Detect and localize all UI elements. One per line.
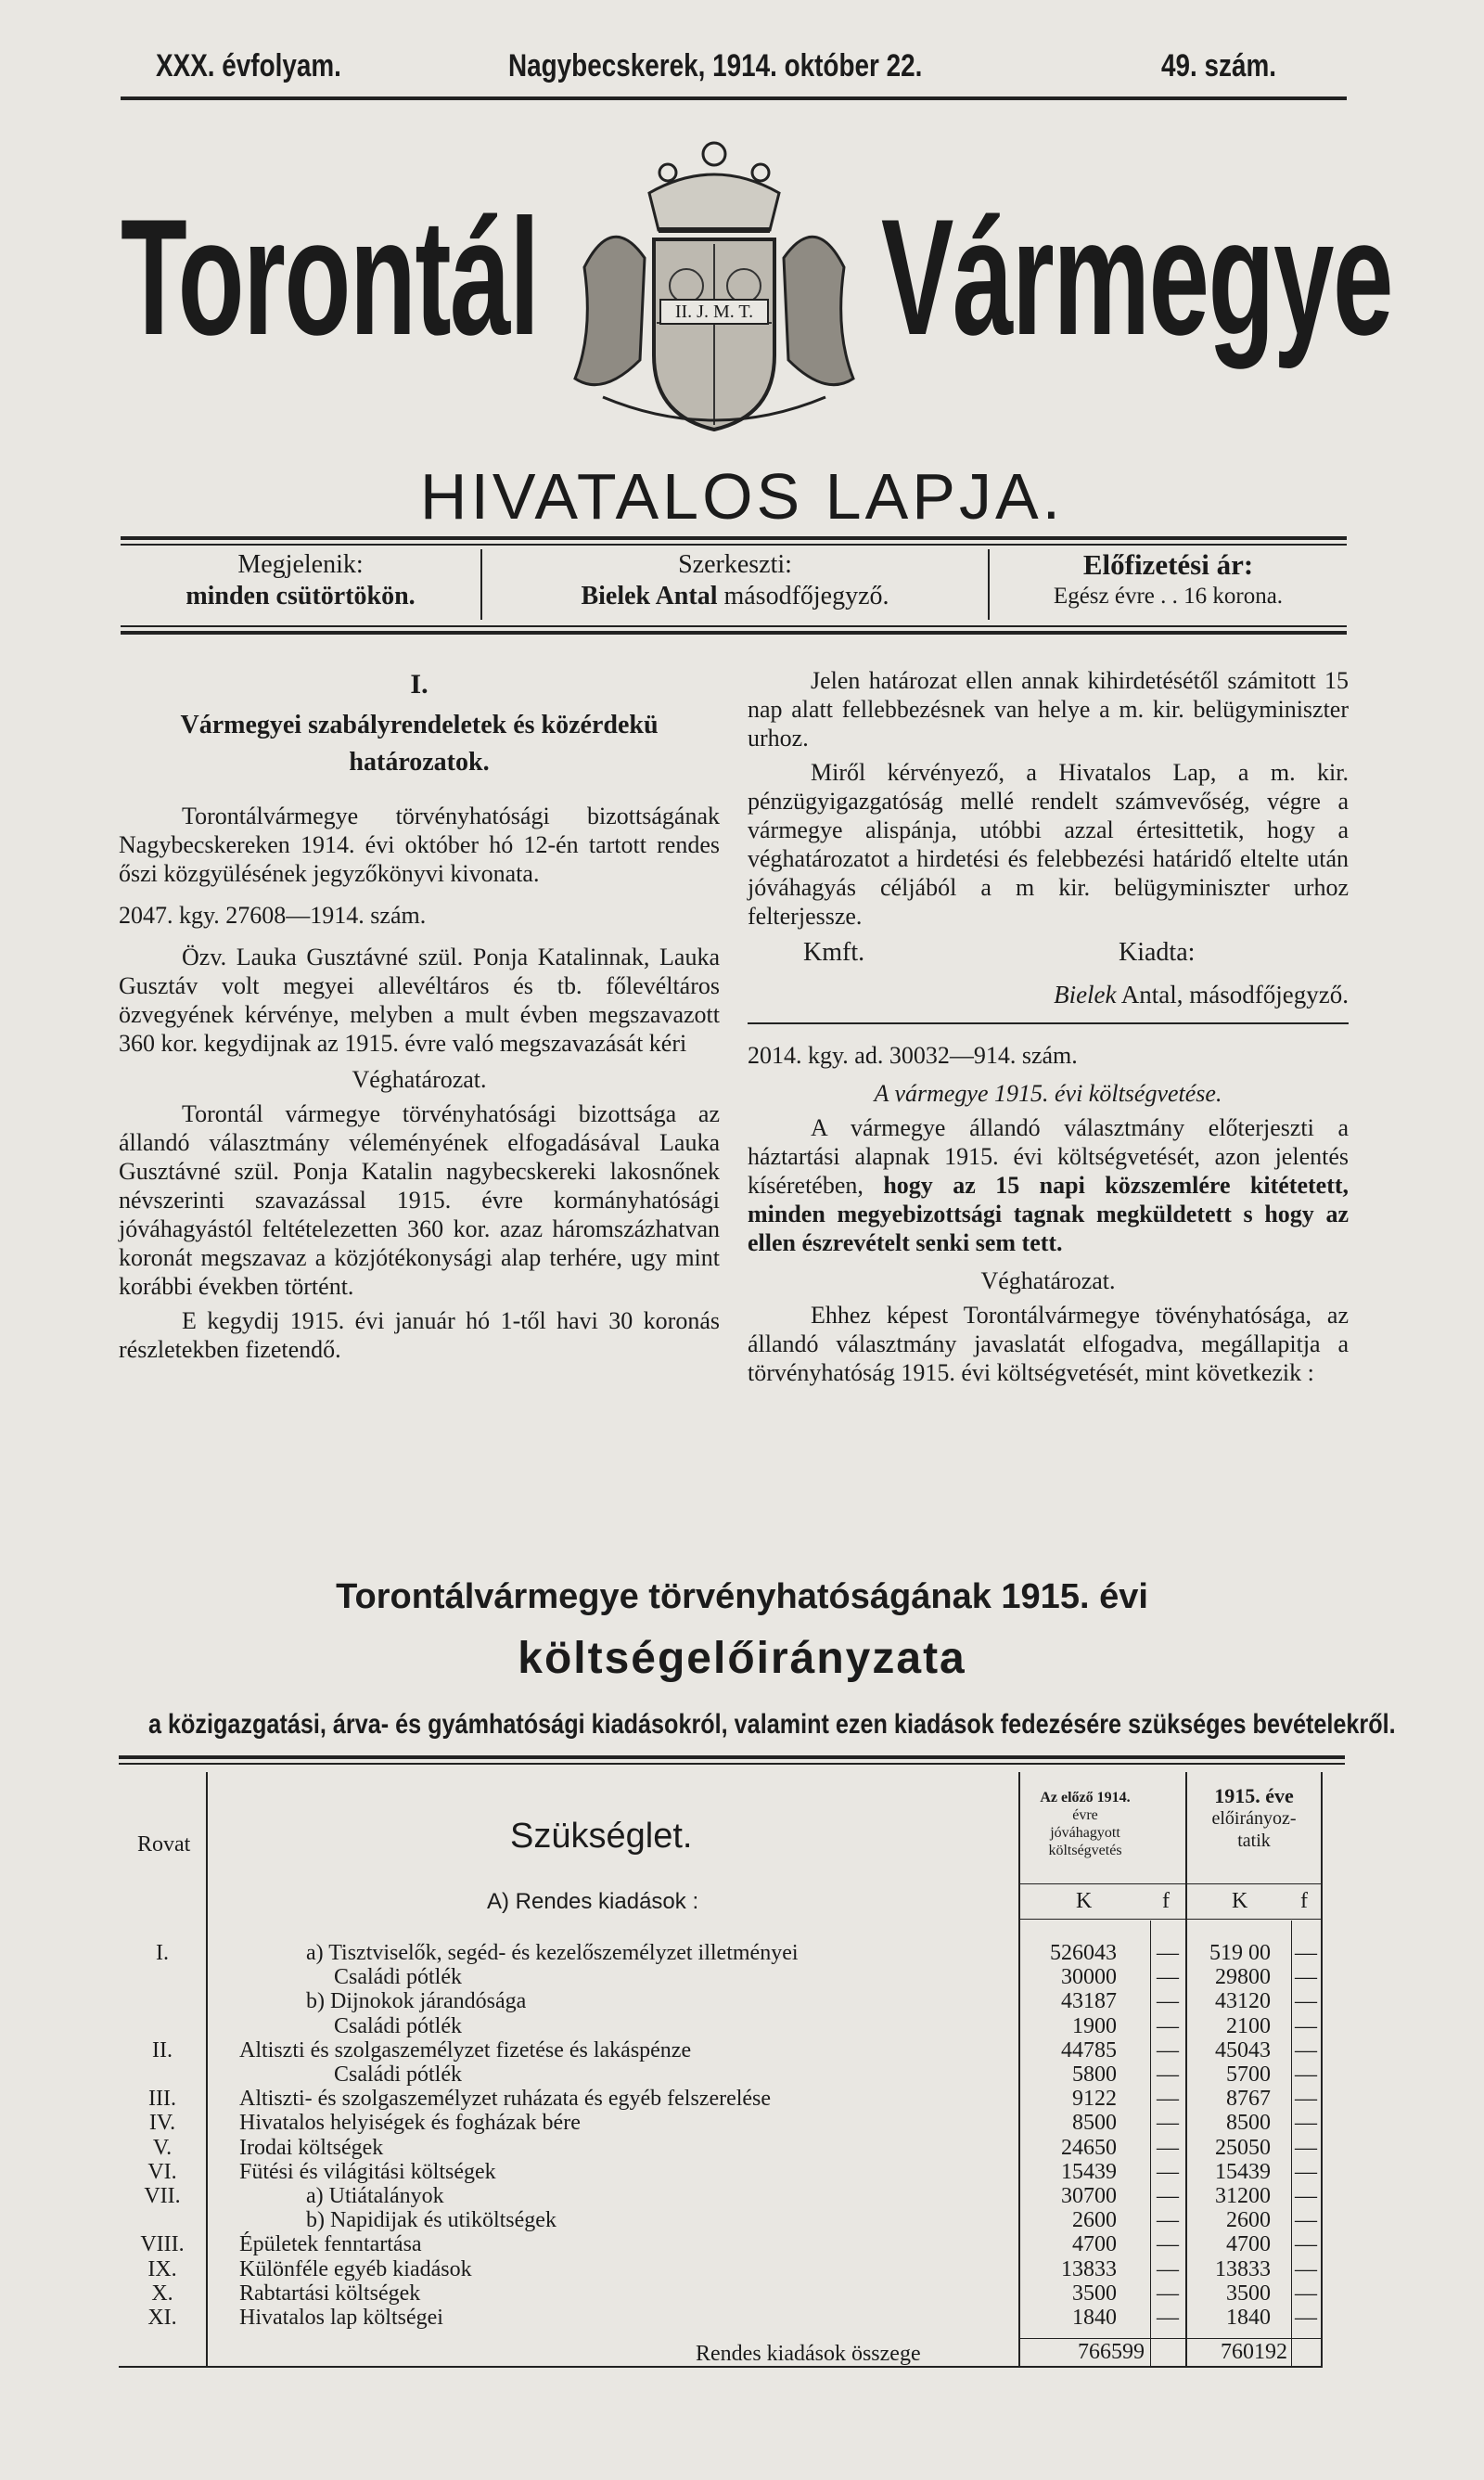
- row-label: a) Tisztviselők, segéd- és kezelőszemélyzet illetményei: [306, 1941, 799, 1965]
- col-header-prev-1: Az előző 1914.: [1040, 1790, 1131, 1805]
- row-label: b) Napidijak és utiköltségek: [306, 2208, 556, 2232]
- table-unit-rule-top: [1018, 1883, 1323, 1884]
- col-header-new-2: előirányoz-: [1211, 1808, 1297, 1829]
- signer-name: Bielek: [1054, 981, 1117, 1009]
- reference-number: 2047. kgy. 27608—1914. szám.: [119, 902, 427, 929]
- signer-title: Antal, másodfőjegyző.: [1120, 981, 1349, 1009]
- row-rovat: VI.: [147, 2160, 177, 2184]
- row-rovat: V.: [152, 2136, 173, 2160]
- col-header-rovat: Rovat: [137, 1832, 191, 1857]
- intro-paragraph: Torontálvármegye törvényhatósági bizottságának Nagybecskereken 1914. évi október hó 12-én tartott rendes őszi közgyülésének jegyzőkönyvi kivonata.: [119, 803, 720, 887]
- row-label: Különféle egyéb kiadások: [239, 2257, 472, 2281]
- total-prev: 766599: [1078, 2340, 1145, 2364]
- row-prev-value: 15439: [1061, 2160, 1117, 2184]
- row-new-value: 8500: [1226, 2111, 1271, 2135]
- row-label: Rabtartási költségek: [239, 2281, 421, 2306]
- total-rule: [1018, 2338, 1323, 2339]
- place-date: Nagybecskerek, 1914. október 22.: [508, 48, 923, 84]
- emblem-text: II. J. M. T.: [674, 302, 754, 322]
- row-new-value: 13833: [1215, 2257, 1271, 2281]
- row-new-value: 15439: [1215, 2160, 1271, 2184]
- row-new-value: 519 00: [1209, 1941, 1271, 1965]
- row-prev-f: —: [1157, 2281, 1179, 2306]
- editor-cell: [482, 549, 988, 612]
- total-label: Rendes kiadások összege: [696, 2342, 921, 2366]
- row-label: Altiszti- és szolgaszemélyzet ruházata és egyéb felszerelése: [239, 2087, 772, 2111]
- row-prev-f: —: [1157, 2062, 1179, 2087]
- payment-paragraph: E kegydij 1915. évi január hó 1-től havi 30 koronás részletekben fizetendő.: [119, 1307, 720, 1363]
- row-new-value: 3500: [1226, 2281, 1271, 2306]
- budget-paragraph-b: hogy az 15 napi közszemlére kitétetett, minden megyebizottsági tagnak megküldetett s hogy az ellen észrevételt senki sem tett.: [748, 1172, 1350, 1256]
- row-prev-f: —: [1157, 1989, 1179, 2013]
- row-new-f: —: [1295, 2184, 1317, 2208]
- title-right: Vármegye: [881, 185, 1393, 369]
- col-header-prev-3: jóváhagyott: [1050, 1825, 1120, 1841]
- table-unit-rule-bottom: [1018, 1919, 1323, 1920]
- row-prev-f: —: [1157, 2160, 1179, 2184]
- unit-f-new: f: [1300, 1889, 1308, 1913]
- editor-name: Bielek Antal: [581, 582, 718, 610]
- info-rule-bottom: [121, 625, 1347, 627]
- row-label: Irodai költségek: [239, 2136, 384, 2160]
- row-prev-value: 44785: [1061, 2038, 1117, 2062]
- row-new-f: —: [1295, 1989, 1317, 2013]
- total-new: 760192: [1221, 2340, 1287, 2364]
- row-prev-f: —: [1157, 1941, 1179, 1965]
- row-new-f: —: [1295, 2038, 1317, 2062]
- editor-role: másodfőjegyző.: [723, 582, 889, 610]
- unit-k-new: K: [1232, 1889, 1248, 1913]
- subscription-value: Egész évre . . 16 korona.: [1053, 584, 1284, 609]
- row-rovat: IX.: [147, 2257, 177, 2281]
- row-new-f: —: [1295, 2257, 1317, 2281]
- row-prev-f: —: [1157, 2136, 1179, 2160]
- budget-reference: 2014. kgy. ad. 30032—914. szám.: [748, 1042, 1078, 1069]
- budget-paragraph: [748, 1113, 1349, 1257]
- table-rule-bottom: [119, 2366, 1323, 2368]
- budget-heading-line-3: a közigazgatási, árva- és gyámhatósági kiadásokról, valamint ezen kiadások fedezésére szükséges bevételekről.: [148, 1709, 1396, 1740]
- row-new-value: 4700: [1226, 2232, 1271, 2256]
- row-new-f: —: [1295, 2014, 1317, 2038]
- col-header-new-1: 1915. éve: [1214, 1784, 1294, 1807]
- row-new-value: 8767: [1226, 2087, 1271, 2111]
- row-new-f: —: [1295, 2136, 1317, 2160]
- kmft-text: Kmft.: [803, 938, 865, 967]
- col-header-prev-4: költségvetés: [1048, 1843, 1122, 1858]
- row-new-f: —: [1295, 2232, 1317, 2256]
- top-rule: [121, 96, 1347, 100]
- row-prev-f: —: [1157, 2184, 1179, 2208]
- left-column: [119, 666, 720, 1364]
- volume: XXX. évfolyam.: [156, 48, 341, 84]
- row-new-value: 5700: [1226, 2062, 1271, 2087]
- budget-title: A vármegye 1915. évi költségvetése.: [874, 1080, 1222, 1107]
- row-new-value: 29800: [1215, 1965, 1271, 1989]
- row-label: Altiszti és szolgaszemélyzet fizetése és lakáspénze: [239, 2038, 692, 2062]
- row-prev-value: 13833: [1061, 2257, 1117, 2281]
- row-new-f: —: [1295, 2160, 1317, 2184]
- coat-of-arms-emblem: [547, 119, 881, 443]
- row-new-f: —: [1295, 1941, 1317, 1965]
- row-new-f: —: [1295, 2087, 1317, 2111]
- title-left: Torontál: [121, 185, 539, 369]
- subtitle: HIVATALOS LAPJA.: [419, 460, 1065, 533]
- row-new-value: 25050: [1215, 2136, 1271, 2160]
- col-header-new-3: tatik: [1237, 1831, 1271, 1851]
- row-prev-value: 5800: [1072, 2062, 1117, 2087]
- info-rule-top: [121, 536, 1347, 540]
- row-prev-f: —: [1157, 2257, 1179, 2281]
- subscription-label: Előfizetési ár:: [1082, 548, 1254, 581]
- decision-heading: Véghatározat.: [352, 1066, 487, 1093]
- row-prev-value: 526043: [1050, 1941, 1117, 1965]
- row-prev-value: 2600: [1072, 2208, 1117, 2232]
- row-rovat: VIII.: [140, 2232, 185, 2256]
- row-label: Épületek fenntartása: [239, 2232, 422, 2256]
- row-new-value: 2100: [1226, 2014, 1271, 2038]
- row-new-f: —: [1295, 1965, 1317, 1989]
- row-new-value: 1840: [1226, 2306, 1271, 2330]
- col-header-new: [1187, 1785, 1321, 1852]
- row-new-value: 45043: [1215, 2038, 1271, 2062]
- col-header-need: Szükséglet.: [510, 1817, 693, 1856]
- subsection-heading: A) Rendes kiadások :: [487, 1889, 699, 1914]
- row-prev-value: 30700: [1061, 2184, 1117, 2208]
- section-title-line-2: határozatok.: [349, 748, 490, 777]
- appears-cell: [121, 549, 480, 612]
- budget-paragraph-a: A vármegye állandó választmány előterjeszti a háztartási alapnak 1915. évi költségvetését, azon jelentés kíséretében,: [748, 1114, 1349, 1199]
- row-prev-value: 43187: [1061, 1989, 1117, 2013]
- unit-f-prev: f: [1162, 1889, 1170, 1913]
- table-col-line-end: [1321, 1772, 1323, 2366]
- budget-heading-line-2: költségelőirányzata: [518, 1634, 966, 1683]
- row-new-f: —: [1295, 2208, 1317, 2232]
- row-new-value: 43120: [1215, 1989, 1271, 2013]
- section-number: I.: [410, 669, 429, 700]
- row-new-f: —: [1295, 2281, 1317, 2306]
- right-column: [748, 666, 1349, 1387]
- row-prev-f: —: [1157, 2111, 1179, 2135]
- decision-heading-2: Véghatározat.: [980, 1267, 1116, 1294]
- row-label: Családi pótlék: [334, 1965, 462, 1989]
- row-prev-f: —: [1157, 1965, 1179, 1989]
- row-prev-value: 8500: [1072, 2111, 1117, 2135]
- row-prev-value: 9122: [1072, 2087, 1117, 2111]
- appears-value: minden csütörtökön.: [186, 582, 416, 610]
- row-prev-value: 24650: [1061, 2136, 1117, 2160]
- row-rovat: XI.: [147, 2306, 177, 2330]
- row-rovat: VII.: [144, 2184, 181, 2208]
- petition-paragraph: Özv. Lauka Gusztávné szül. Ponja Katalinnak, Lauka Gusztáv volt megyei allevéltáros és tb. főlevéltáros özvegyének kérvénye, melyben a mult évben megszavazott 360 kor. kegydijnak az 1915. évre való megszavazását kéri: [119, 944, 720, 1057]
- row-label: Családi pótlék: [334, 2062, 462, 2087]
- row-new-value: 31200: [1215, 2184, 1271, 2208]
- approval-paragraph: Ehhez képest Torontálvármegye tövényhatósága, az állandó választmány javaslatát elfogadva, megállapitja a törvényhatóság 1915. évi költségvetését, mint következik :: [748, 1302, 1349, 1386]
- row-label: Hivatalos helyiségek és fogházak bére: [239, 2111, 581, 2135]
- row-prev-f: —: [1157, 2087, 1179, 2111]
- row-label: Fütési és világitási költségek: [239, 2160, 496, 2184]
- table-rule-top: [119, 1755, 1345, 1759]
- info-rule-bottom-2: [121, 631, 1347, 635]
- issue-number: 49. szám.: [1161, 48, 1276, 84]
- signer: [748, 981, 1349, 1009]
- table-col-line-rovat: [206, 1772, 208, 2366]
- kiadta-text: Kiadta:: [1119, 938, 1196, 967]
- row-prev-value: 30000: [1061, 1965, 1117, 1989]
- row-prev-f: —: [1157, 2208, 1179, 2232]
- table-rule-top-2: [119, 1763, 1345, 1765]
- row-rovat: IV.: [148, 2111, 176, 2135]
- row-label: Családi pótlék: [334, 2014, 462, 2038]
- info-rule-top-2: [121, 544, 1347, 546]
- unit-k-prev: K: [1076, 1889, 1093, 1913]
- col-header-prev-2: évre: [1072, 1807, 1098, 1823]
- row-rovat: II.: [152, 2038, 173, 2062]
- notice-paragraph: Miről kérvényező, a Hivatalos Lap, a m. kir. pénzügyigazgatóság mellé rendelt számvevőség, végre a vármegye alispánja, utóbbi azzal értesittetik, hogy a véghatározatot a hirdetési és felebbezési határidő eltelte után jóváhagyás céljából a m kir. belügyminiszter urhoz felterjessze.: [748, 759, 1349, 930]
- decision-paragraph: Torontál vármegye törvényhatósági bizottsága az állandó választmány véleményének elfogadásával Lauka Gusztávné szül. Ponja Katalin nagybecskereki lakosnőnek névszerinti szavazással 1915. évre kormányhatósági jóváhagyástól feltételezetten 360 kor. azaz háromszázhatvan koronát megszavaz a közjótékonysági alap terhére, ugy mint korábbi években történt.: [119, 1100, 720, 1300]
- row-prev-value: 4700: [1072, 2232, 1117, 2256]
- subscription-cell: [990, 549, 1347, 612]
- row-prev-f: —: [1157, 2014, 1179, 2038]
- signature-row: [748, 938, 1349, 975]
- row-label: b) Dijnokok járandósága: [306, 1989, 527, 2013]
- row-label: a) Utiátalányok: [306, 2184, 444, 2208]
- col-header-prev: [1020, 1789, 1150, 1859]
- row-new-f: —: [1295, 2306, 1317, 2330]
- row-new-value: 2600: [1226, 2208, 1271, 2232]
- row-prev-f: —: [1157, 2232, 1179, 2256]
- row-prev-value: 1900: [1072, 2014, 1117, 2038]
- signature-rule: [748, 1022, 1349, 1024]
- row-prev-f: —: [1157, 2038, 1179, 2062]
- row-rovat: X.: [151, 2281, 173, 2306]
- editor-label: Szerkeszti:: [678, 550, 792, 579]
- row-rovat: I.: [156, 1941, 169, 1965]
- row-rovat: III.: [148, 2087, 176, 2111]
- row-new-f: —: [1295, 2062, 1317, 2087]
- row-prev-f: —: [1157, 2306, 1179, 2330]
- row-prev-value: 3500: [1072, 2281, 1117, 2306]
- row-new-f: —: [1295, 2111, 1317, 2135]
- section-title-line-1: Vármegyei szabályrendeletek és közérdekü: [180, 711, 659, 739]
- row-label: Hivatalos lap költségei: [239, 2306, 443, 2330]
- budget-heading-line-1: Torontálvármegye törvényhatóságának 1915. évi: [336, 1577, 1148, 1616]
- appears-label: Megjelenik:: [237, 550, 364, 579]
- appeal-paragraph: Jelen határozat ellen annak kihirdetésétől számitott 15 nap alatt fellebbezésnek van helye a m. kir. belügyminiszter urhoz.: [748, 667, 1349, 752]
- row-prev-value: 1840: [1072, 2306, 1117, 2330]
